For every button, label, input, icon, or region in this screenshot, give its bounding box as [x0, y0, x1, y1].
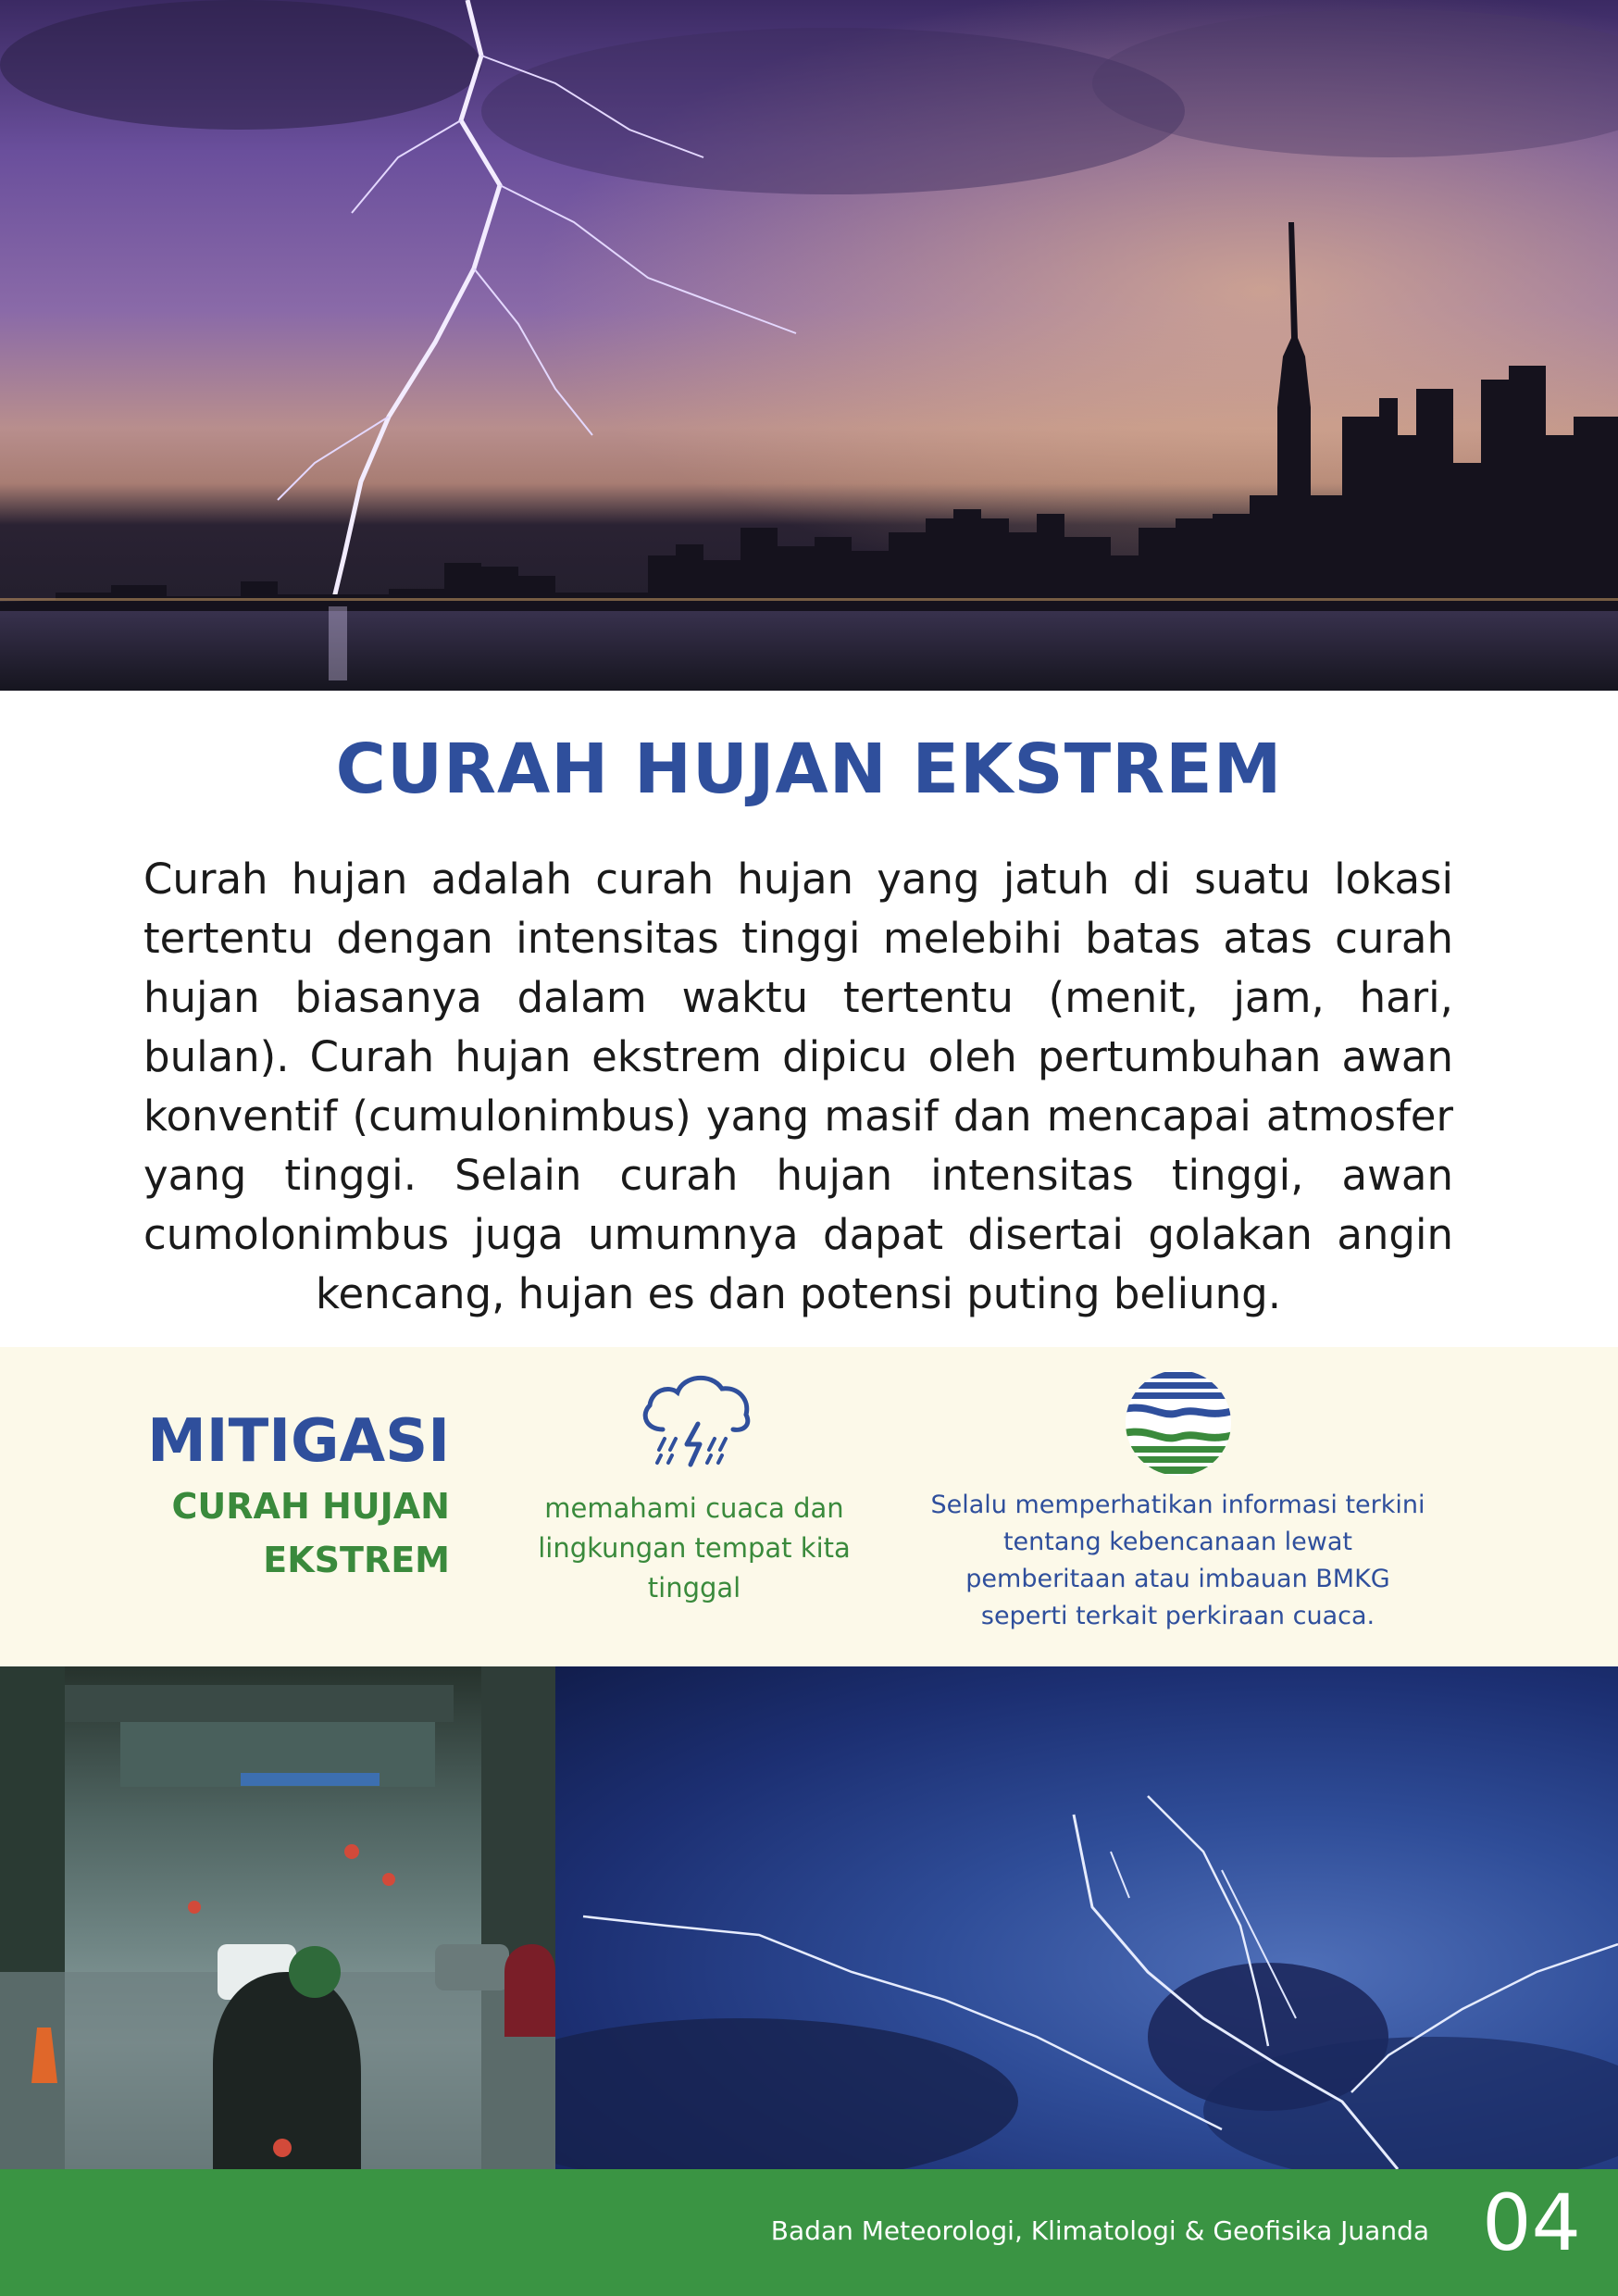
page-number: 04 [1482, 2177, 1581, 2268]
photo-motorcyclist-illustration [0, 1666, 555, 2169]
mitigation-subtitle-line2: EKSTREM [263, 1540, 450, 1580]
photo-motorcyclist-rain [0, 1666, 555, 2169]
mitigation-title: MITIGASI [147, 1407, 450, 1476]
mitigation-subtitle [172, 1479, 450, 1587]
photo-lightning-sky-illustration [555, 1666, 1618, 2169]
mitigation-caption-1: memahami cuaca dan lingkungan tempat kita tinggal [538, 1492, 851, 1603]
body-paragraph: Curah hujan adalah curah hujan yang jatuh di suatu lokasi tertentu dengan intensitas tinggi melebihi batas atas curah hujan biasanya dalam waktu tertentu (menit, jam, hari, bulan). Curah hujan ekstrem dipicu oleh pertumbuhan awan konventif (cumulonimbus) yang masif dan mencapai atmosfer yang tinggi. Selain curah hujan intensitas tinggi, awan cumolonimbus juga umumnya dapat disertai golakan angin kencang, hujan es dan potensi puting beliung. [143, 855, 1453, 1318]
hero-illustration [0, 0, 1618, 691]
footer-organization: Badan Meteorologi, Klimatologi & Geofisika Juanda [770, 2215, 1429, 2246]
storm-cloud-icon [637, 1363, 755, 1472]
page-title: CURAH HUJAN EKSTREM [335, 730, 1283, 809]
hero-photo-lightning-city [0, 0, 1618, 691]
mitigation-subtitle-line1: CURAH HUJAN [171, 1486, 450, 1527]
bmkg-logo [1124, 1368, 1233, 1478]
mitigation-caption-2: Selalu memperhatikan informasi terkini tentang kebencanaan lewat pemberitaan atau imbauan BMKG seperti terkait perkiraan cuaca. [930, 1491, 1425, 1630]
photo-lightning-sky [555, 1666, 1618, 2169]
